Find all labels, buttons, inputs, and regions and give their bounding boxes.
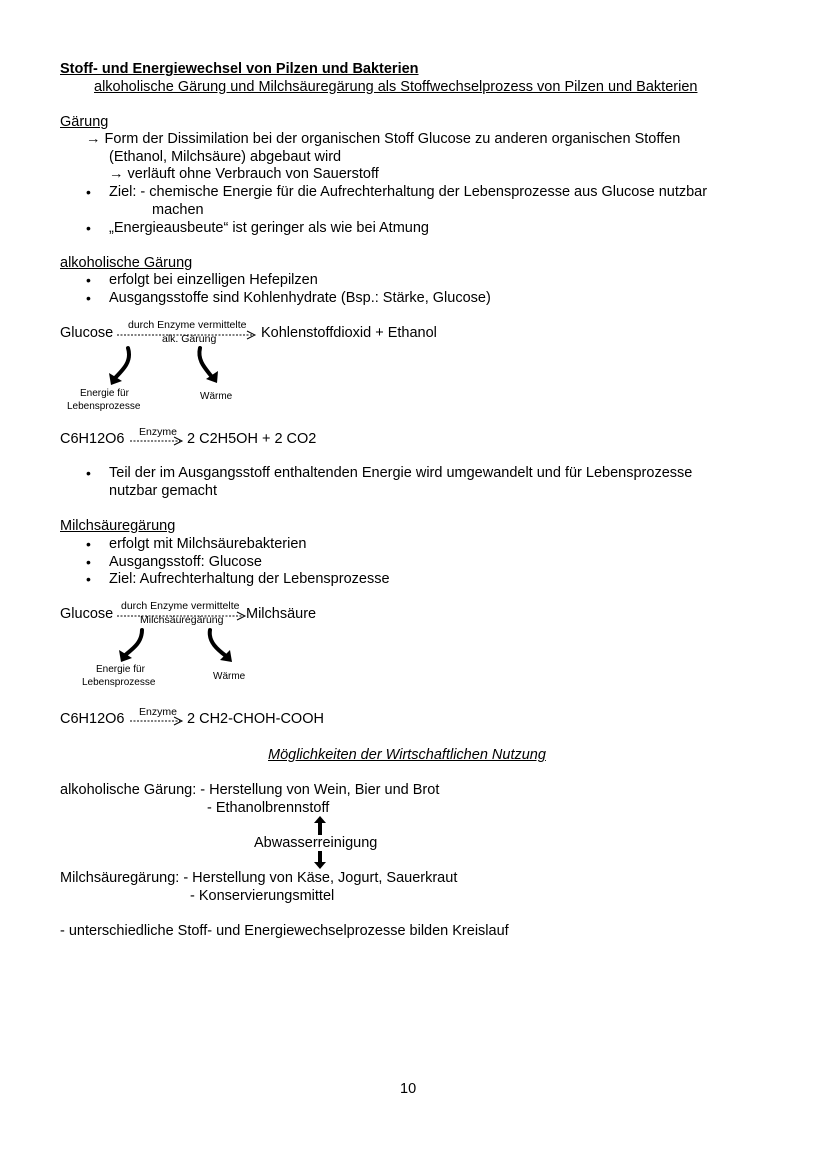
alkoholisch-bullet2: Ausgangsstoffe sind Kohlenhydrate (Bsp.: Stärke, Glucose) [109,290,491,306]
energy-label-2: Lebensprozesse [67,401,141,412]
formula1-left: C6H12O6 [60,431,125,447]
energy-label-1: Energie für [80,388,129,399]
eq1-above: durch Enzyme vermittelte [128,319,247,331]
nutzung-center: Abwasserreinigung [254,835,378,851]
formula-arrow-icon [130,436,186,446]
heat-arrow-icon [194,345,224,387]
energy-arrow-icon [116,626,148,666]
eq1-below: alk. Gärung [162,333,217,345]
gaerung-line2: (Ethanol, Milchsäure) abgebaut wird [109,149,342,165]
bullet-dot: • [86,536,91,552]
bullet-dot: • [86,220,91,236]
bullet-dot: • [86,290,91,306]
eq2-right: Milchsäure [246,606,317,622]
page-title: Stoff- und Energiewechsel von Pilzen und Bakterien [60,61,419,77]
gaerung-line1: → Form der Dissimilation bei der organischen Stoff Glucose zu anderen organischen Stoffen [86,131,681,147]
gaerung-line3: → verläuft ohne Verbrauch von Sauerstoff [109,166,379,182]
formula1-right: 2 C2H5OH + 2 CO2 [187,431,317,447]
bullet-dot: • [86,571,91,587]
milch-bullet3: Ziel: Aufrechterhaltung der Lebensprozesse [109,571,390,587]
page-subtitle: alkoholische Gärung und Milchsäuregärung als Stoffwechselprozess von Pilzen und Bakterien [94,79,698,95]
arrow-down-icon [314,850,326,870]
nutzung-alk-item2: - Ethanolbrennstoff [207,800,330,816]
waerme-label: Wärme [200,391,233,402]
waerme-label: Wärme [213,671,246,682]
alkoholisch-bullet1: erfolgt bei einzelligen Hefepilzen [109,272,318,288]
bullet-dot: • [86,465,91,481]
bullet-dot: • [86,184,91,200]
milch-heading: Milchsäuregärung [60,518,176,534]
formula2-right: 2 CH2-CHOH-COOH [187,711,324,727]
nutzung-heading: Möglichkeiten der Wirtschaftlichen Nutzung [268,747,546,763]
gaerung-bullet1a: Ziel: - chemische Energie für die Aufrechterhaltung der Lebensprozesse aus Glucose nutzbar [109,184,708,200]
formula-arrow-icon [130,716,186,726]
nutzung-milch-label: Milchsäuregärung: - Herstellung von Käse, Jogurt, Sauerkraut [60,870,458,886]
formula1-enzyme: Enzyme [139,426,177,438]
nutzung-alk-label: alkoholische Gärung: - Herstellung von Wein, Bier und Brot [60,782,440,798]
milch-bullet2: Ausgangsstoff: Glucose [109,554,262,570]
alkoholisch-bullet3b: nutzbar gemacht [109,483,218,499]
gaerung-bullet1b: machen [152,202,204,218]
page-number: 10 [400,1081,417,1097]
formula2-enzyme: Enzyme [139,706,177,718]
bullet-dot: • [86,554,91,570]
energy-label-2: Lebensprozesse [82,677,156,688]
bullet-dot: • [86,272,91,288]
milch-bullet1: erfolgt mit Milchsäurebakterien [109,536,307,552]
eq1-right: Kohlenstoffdioxid + Ethanol [261,325,437,341]
energy-arrow-icon [106,345,136,387]
alkoholisch-heading: alkoholische Gärung [60,255,193,271]
eq2-left: Glucose [60,606,114,622]
eq2-below: Milchsäuregärung [140,614,224,626]
arrow-up-icon [314,816,326,836]
gaerung-bullet2: „Energieausbeute“ ist geringer als wie bei Atmung [109,220,429,236]
eq1-left: Glucose [60,325,114,341]
nutzung-milch-item2: - Konservierungsmittel [190,888,335,904]
footer-line: - unterschiedliche Stoff- und Energiewechselprozesse bilden Kreislauf [60,923,509,939]
alkoholisch-bullet3a: Teil der im Ausgangsstoff enthaltenden Energie wird umgewandelt und für Lebensprozesse [109,465,693,481]
eq2-above: durch Enzyme vermittelte [121,600,240,612]
heat-arrow-icon [204,626,236,668]
gaerung-heading: Gärung [60,114,109,130]
formula2-left: C6H12O6 [60,711,125,727]
energy-label-1: Energie für [96,664,145,675]
